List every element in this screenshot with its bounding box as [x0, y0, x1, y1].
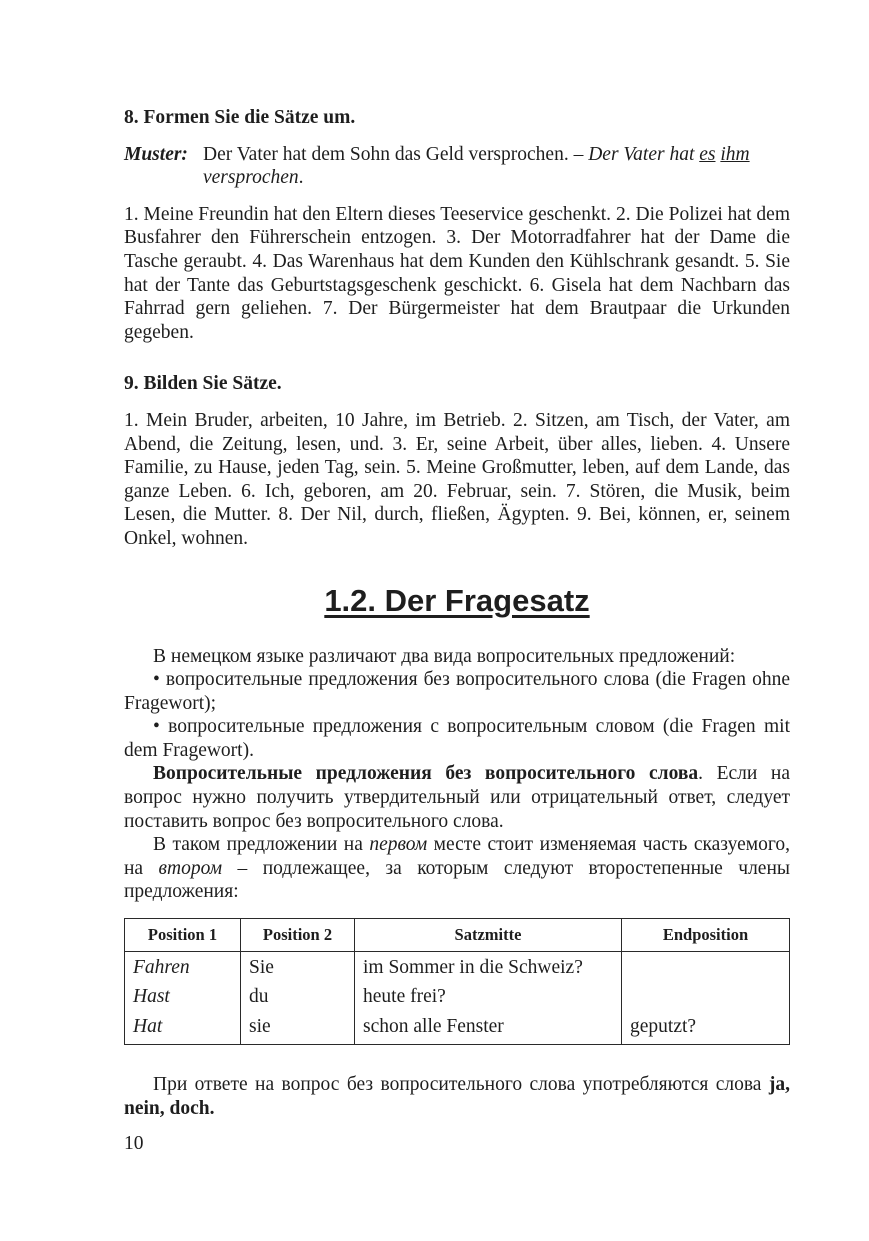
paragraph-rest: . Если на вопрос нужно получить утвердительный или отрицательный ответ, следует поставить вопрос без вопросительного слова. [124, 763, 790, 832]
section-intro: В немецком языке различают два вида вопросительных предложений: [153, 645, 736, 667]
header-position-1: Position 1 [125, 919, 241, 952]
cell-verb: Fahren [133, 956, 190, 978]
bullet-without-question-word: • вопросительные предложения без вопросительного слова (die Fragen ohne Fragewort); [124, 669, 790, 714]
muster-answer-end: versprochen [203, 167, 299, 189]
exercise-8-title: 8. Formen Sie die Sätze um. [124, 107, 356, 128]
muster-text: Der Vater hat dem Sohn das Geld versprochen. – [203, 143, 584, 165]
table-cell: schon alle Fenster [355, 1013, 622, 1045]
muster-example [124, 143, 790, 190]
answer-words: ja, nein, doch. [124, 1074, 790, 1119]
word-order-text-b: месте стоит изменяемая часть сказуемого, на [124, 834, 790, 879]
answer-paragraph [124, 1073, 790, 1120]
exercise-9-title: 9. Bilden Sie Sätze. [124, 373, 282, 395]
exercise-8-body: 1. Meine Freundin hat den Eltern dieses Teeservice geschenkt. 2. Die Polizei hat dem Busfahrer den Führerschein entzogen. 3. Der Motorradfahrer hat der Dame die Tasche geraubt. 4. Das Warenhaus hat dem Kunden den Kühlschrank gesandt. 5. Sie hat der Tante das Geburtstagsgeschenk geschickt. 6. Gisela hat dem Nachbarn das Fahrrad gern geliehen. 7. Der Bürgermeister hat dem Brautpaar die Urkunden gegeben. [124, 203, 790, 343]
table-row [125, 983, 790, 1013]
paragraph-bold-term: Вопросительные предложения без вопросительного слова [153, 763, 699, 785]
word-order-second: втором [158, 857, 223, 879]
table-cell [125, 951, 241, 983]
header-position-2: Position 2 [241, 919, 355, 952]
table-header-row [125, 919, 790, 952]
muster-answer-start: Der Vater hat [588, 143, 695, 165]
cell-verb: Hat [133, 1015, 163, 1037]
header-satzmitte: Satzmitte [355, 919, 622, 952]
table-row [125, 951, 790, 983]
paragraph-word-order [124, 833, 790, 904]
table-row [125, 1013, 790, 1045]
table-cell [622, 951, 790, 983]
table-cell [125, 983, 241, 1013]
muster-answer-es: es [699, 143, 716, 165]
word-order-table [124, 918, 790, 1045]
muster-answer-period: . [298, 167, 304, 189]
table-cell: Sie [241, 951, 355, 983]
table-cell [125, 1013, 241, 1045]
muster-body [203, 143, 790, 190]
table-cell: heute frei? [355, 983, 622, 1013]
table-cell: geputzt? [622, 1013, 790, 1045]
table-cell: im Sommer in die Schweiz? [355, 951, 622, 983]
header-endposition: Endposition [622, 919, 790, 952]
paragraph-yes-no-questions [124, 762, 790, 833]
muster-label: Muster: [124, 143, 188, 165]
page-content [124, 106, 790, 1175]
exercise-9-body: 1. Mein Bruder, arbeiten, 10 Jahre, im Betrieb. 2. Sitzen, am Tisch, der Vater, am Abend, die Zeitung, lesen, und. 3. Er, seine Arbeit, über alles, lieben. 4. Unsere Familie, zu Hause, jeden Tag, sein. 5. Meine Großmutter, leben, auf dem Lande, das ganze Leben. 6. Ich, geboren, am 20. Februar, sein. 7. Stören, die Musik, beim Lesen, die Mutter. 8. Der Nil, durch, fließen, Ägypten. 9. Bei, können, er, seinem Onkel, wohnen. [124, 409, 790, 549]
table-cell [622, 983, 790, 1013]
table-cell: sie [241, 1013, 355, 1045]
word-order-first: первом [369, 834, 428, 856]
page-number: 10 [124, 1133, 144, 1155]
table-cell: du [241, 983, 355, 1013]
cell-verb: Hast [133, 986, 170, 1008]
section-heading: 1.2. Der Fragesatz [324, 582, 590, 618]
bullet-with-question-word: • вопросительные предложения с вопросительным словом (die Fragen mit dem Fragewort). [124, 716, 790, 761]
word-order-text-a: В таком предложении на [153, 834, 370, 856]
answer-text: При ответе на вопрос без вопросительного слова употребляются слова [153, 1074, 769, 1096]
muster-answer-ihm: ihm [720, 143, 750, 165]
word-order-text-c: – подлежащее, за которым следуют второстепенные члены предложения: [124, 857, 791, 903]
